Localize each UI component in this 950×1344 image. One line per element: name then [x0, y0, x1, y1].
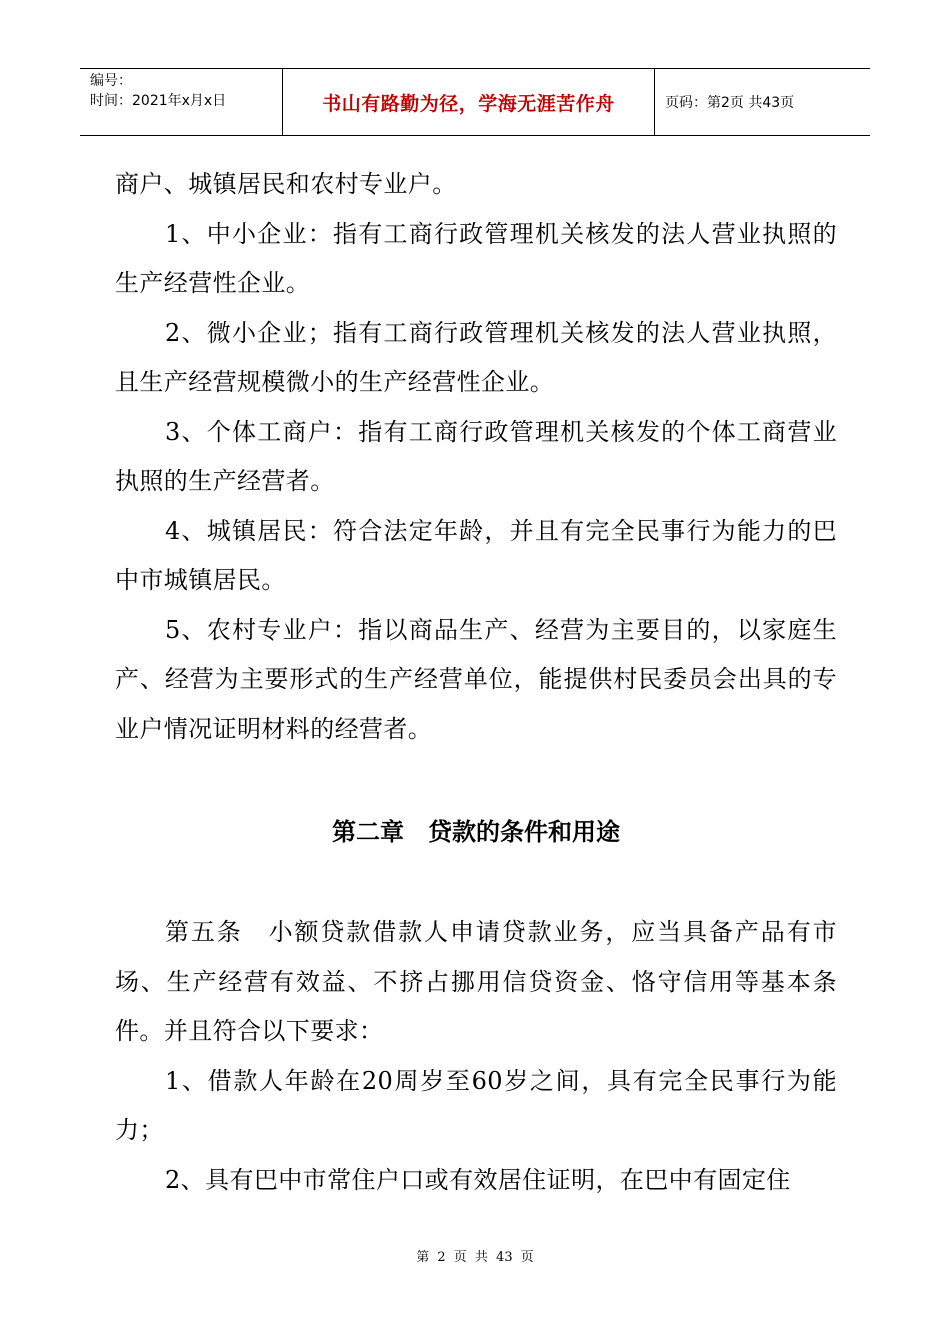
page-header: [80, 68, 870, 136]
body-paragraph: 1、中小企业：指有工商行政管理机关核发的法人营业执照的生产经营性企业。: [115, 219, 837, 297]
body-paragraph: 2、微小企业；指有工商行政管理机关核发的法人营业执照，且生产经营规模微小的生产经营性企业。: [115, 318, 837, 396]
chapter-title: 第二章 贷款的条件和用途: [332, 818, 620, 846]
document-time-label: 时间：2021年x月x日: [90, 93, 227, 109]
page-footer: 第 2 页 共 43 页: [416, 1250, 534, 1265]
body-paragraph: 3、个体工商户：指有工商行政管理机关核发的个体工商营业执照的生产经营者。: [115, 417, 837, 495]
body-paragraph: 2、具有巴中市常住户口或有效居住证明，在巴中有固定住: [165, 1165, 791, 1194]
document-number-label: 编号：: [90, 73, 132, 89]
header-motto: 书山有路勤为径，学海无涯苦作舟: [282, 69, 655, 135]
body-paragraph: 5、农村专业户：指以商品生产、经营为主要目的，以家庭生产、经营为主要形式的生产经营单位，能提供村民委员会出具的专业户情况证明材料的经营者。: [115, 615, 837, 743]
header-page-info: 页码：第2页 共43页: [665, 95, 795, 111]
body-paragraph: 商户、城镇居民和农村专业户。: [115, 170, 457, 198]
document-body: [115, 160, 837, 754]
body-paragraph: 第五条 小额贷款借款人申请贷款业务，应当具备产品有市场、生产经营有效益、不挤占挪用信贷资金、恪守信用等基本条件。并且符合以下要求：: [115, 918, 837, 1045]
header-meta: [80, 69, 282, 135]
body-paragraph: 4、城镇居民：符合法定年龄，并且有完全民事行为能力的巴中市城镇居民。: [115, 516, 837, 594]
body-paragraph: 1、借款人年龄在20周岁至60岁之间，具有完全民事行为能力；: [115, 1066, 837, 1144]
document-body-continued: [115, 908, 837, 1205]
